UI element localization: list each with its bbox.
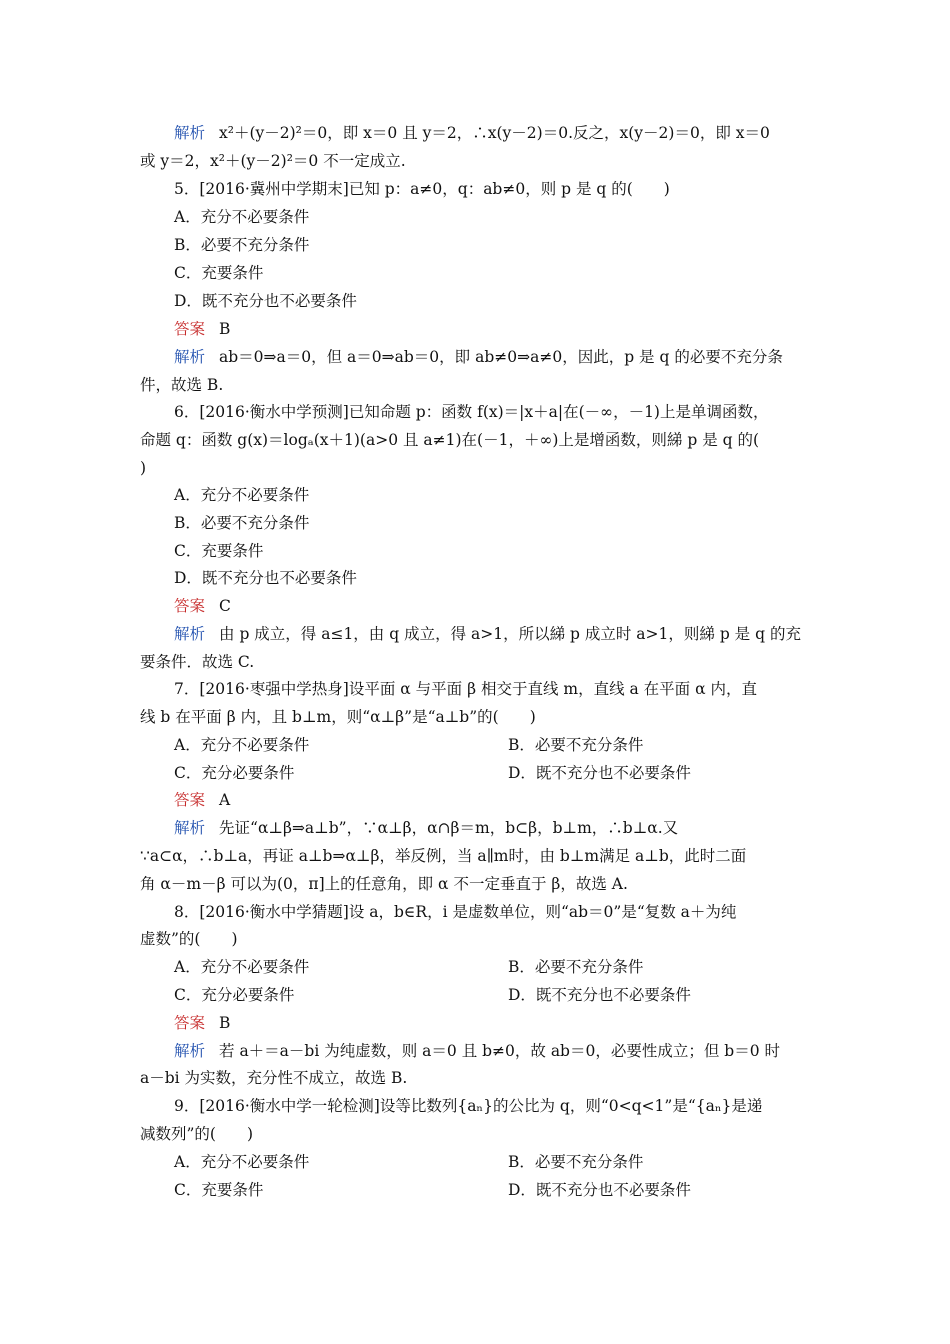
q8-option-a: A．充分不必要条件 [174, 958, 310, 976]
analysis-text: ab＝0⇒a＝0，但 a＝0⇒ab＝0，即 ab≠0⇒a≠0，因此，p 是 q 的必要不充分条 [219, 348, 783, 366]
q7-stem-line-1: 7．[2016·枣强中学热身]设平面 α 与平面 β 相交于直线 m，直线 a 在平面 α 内，直 [174, 680, 758, 698]
analysis-text: x²＋(y－2)²＝0，即 x＝0 且 y＝2，∴x(y－2)＝0.反之，x(y－2)＝0，即 x＝0 [219, 124, 770, 142]
q9-option-d: D．既不充分也不必要条件 [508, 1181, 691, 1199]
q8-stem-line-2: 虚数”的( ) [140, 930, 238, 948]
q7-analysis-line-1 [174, 817, 846, 841]
q5-option-d: D．既不充分也不必要条件 [174, 292, 357, 310]
q7-answer [174, 789, 846, 813]
analysis-label: 解析 [174, 124, 206, 142]
q8-options-row-1 [174, 956, 846, 980]
q9-option-c: C．充要条件 [174, 1181, 264, 1199]
answer-value: B [219, 1014, 231, 1032]
q5-stem: 5．[2016·冀州中学期末]已知 p：a≠0，q：ab≠0，则 p 是 q 的( ) [174, 180, 670, 198]
q5-option-b: B．必要不充分条件 [174, 236, 310, 254]
q6-stem-line-2: 命题 q：函数 g(x)＝logₐ(x＋1)(a>0 且 a≠1)在(－1，＋∞)上是增函数，则綈 p 是 q 的( [140, 431, 760, 449]
q6-stem-line-1: 6．[2016·衡水中学预测]已知命题 p：函数 f(x)＝|x＋a|在(－∞，－1)上是单调函数， [174, 403, 769, 421]
q5-analysis-line-2: 件，故选 B. [140, 376, 224, 394]
answer-value: A [219, 791, 231, 809]
analysis-label: 解析 [174, 625, 206, 643]
q8-options-row-2 [174, 984, 846, 1008]
q9-stem-line-1: 9．[2016·衡水中学一轮检测]设等比数列{aₙ}的公比为 q，则“0<q<1”是“{aₙ}是递 [174, 1097, 763, 1115]
q9-options-row-1 [174, 1151, 846, 1175]
q5-option-c: C．充要条件 [174, 264, 264, 282]
analysis-text: 若 a＋＝a－bi 为纯虚数，则 a＝0 且 b≠0，故 ab＝0，必要性成立；但 b＝0 时 [219, 1042, 780, 1060]
analysis-label: 解析 [174, 348, 206, 366]
q7-analysis-line-3: 角 α－m－β 可以为(0，π]上的任意角，即 α 不一定垂直于 β，故选 A. [140, 875, 628, 893]
q9-option-b: B．必要不充分条件 [508, 1153, 644, 1171]
q8-option-b: B．必要不充分条件 [508, 958, 644, 976]
q5-analysis-line-1 [174, 346, 846, 370]
answer-value: B [219, 320, 231, 338]
q7-option-c: C．充分必要条件 [174, 764, 295, 782]
q6-analysis-line-2: 要条件．故选 C. [140, 653, 255, 671]
q7-options-row-2 [174, 762, 846, 786]
q7-options-row-1 [174, 734, 846, 758]
q9-option-a: A．充分不必要条件 [174, 1153, 310, 1171]
q9-options-row-2 [174, 1179, 846, 1203]
q9-stem-line-2: 减数列”的( ) [140, 1125, 254, 1143]
q6-option-d: D．既不充分也不必要条件 [174, 569, 357, 587]
q4-analysis-line-1 [174, 122, 846, 146]
q8-analysis-line-2: a－bi 为实数，充分性不成立，故选 B. [140, 1069, 408, 1087]
answer-label: 答案 [174, 791, 206, 809]
q6-answer [174, 595, 846, 619]
q4-analysis-line-2: 或 y＝2，x²＋(y－2)²＝0 不一定成立. [140, 152, 406, 170]
answer-label: 答案 [174, 320, 206, 338]
q8-option-c: C．充分必要条件 [174, 986, 295, 1004]
analysis-text: 由 p 成立，得 a≤1，由 q 成立，得 a>1，所以綈 p 成立时 a>1，则綈 p 是 q 的充 [219, 625, 801, 643]
q7-option-d: D．既不充分也不必要条件 [508, 764, 691, 782]
q6-option-c: C．充要条件 [174, 542, 264, 560]
q7-option-a: A．充分不必要条件 [174, 736, 310, 754]
q6-option-a: A．充分不必要条件 [174, 486, 310, 504]
q8-option-d: D．既不充分也不必要条件 [508, 986, 691, 1004]
analysis-text: 先证“α⊥β⇒a⊥b”，∵α⊥β，α∩β＝m，b⊂β，b⊥m，∴b⊥α.又 [219, 819, 679, 837]
answer-value: C [219, 597, 231, 615]
q7-option-b: B．必要不充分条件 [508, 736, 644, 754]
q8-stem-line-1: 8．[2016·衡水中学猜题]设 a，b∈R，i 是虚数单位，则“ab＝0”是“复数 a＋为纯 [174, 903, 737, 921]
q6-option-b: B．必要不充分条件 [174, 514, 310, 532]
q7-analysis-line-2: ∵a⊂α，∴b⊥a，再证 a⊥b⇒α⊥β，举反例，当 a∥m时，由 b⊥m满足 a⊥b，此时二面 [140, 847, 747, 865]
q8-answer [174, 1012, 846, 1036]
answer-label: 答案 [174, 597, 206, 615]
q6-analysis-line-1 [174, 623, 846, 647]
answer-label: 答案 [174, 1014, 206, 1032]
analysis-label: 解析 [174, 819, 206, 837]
q5-option-a: A．充分不必要条件 [174, 208, 310, 226]
q6-stem-line-3: ) [140, 459, 147, 477]
q7-stem-line-2: 线 b 在平面 β 内，且 b⊥m，则“α⊥β”是“a⊥b”的( ) [140, 708, 536, 726]
analysis-label: 解析 [174, 1042, 206, 1060]
q5-answer [174, 318, 846, 342]
q8-analysis-line-1 [174, 1040, 846, 1064]
